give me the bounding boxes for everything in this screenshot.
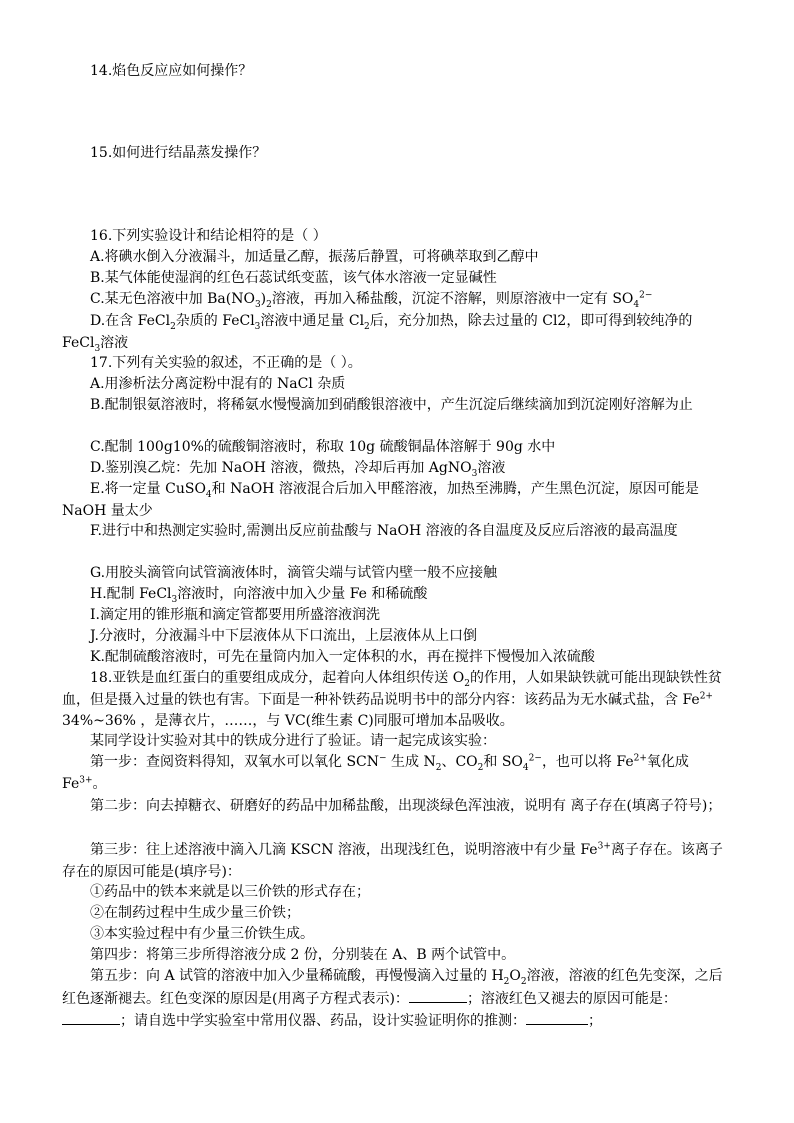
question-17-option-h: H.配制 FeCl$_3$溶液时，向溶液中加入少量 Fe 和稀硫酸 <box>90 586 428 605</box>
question-17-stem: 17.下列有关实验的叙述，不正确的是（ ）。 <box>90 355 362 371</box>
question-18-step-3: 第三步：往上述溶液中滴入几滴 KSCN 溶液，出现浅红色，说明溶液中有少量 $Fe^{3+}$离子存在。该离子存在的原因可能是(填序号)： <box>62 841 723 880</box>
question-17-option-f: F.进行中和热测定实验时,需测出反应前盐酸与 NaOH 溶液的各自温度及反应后溶液的最高温度 <box>90 523 678 539</box>
question-17-option-d: D.鉴别溴乙烷：先加 NaOH 溶液，微热，冷却后再加 AgNO$_3$溶液 <box>90 460 506 479</box>
question-17-option-g: G.用胶头滴管向试管滴液体时，滴管尖端与试管内壁一般不应接触 <box>90 565 498 581</box>
question-18-option-1: ①药品中的铁本来就是以三价铁的形式存在； <box>90 884 370 900</box>
question-16-option-d: D.在含 FeCl$_2$杂质的 FeCl$_3$溶液中通足量 $Cl_2$后，充分加热，除去过量的 Cl2，即可得到较纯净的 FeCl$_3$溶液 <box>62 313 693 354</box>
question-16-option-a: A.将碘水倒入分液漏斗，加适量乙醇，振荡后静置，可将碘萃取到乙醇中 <box>90 249 539 265</box>
question-15: 15.如何进行结晶蒸发操作？ <box>90 145 267 161</box>
question-18-option-3: ③本实验过程中有少量三价铁生成。 <box>90 926 314 942</box>
question-17-option-b: B.配制银氨溶液时，将稀氨水慢慢滴加到硝酸银溶液中，产生沉淀后继续滴加到沉淀刚好溶解为止 <box>90 397 693 413</box>
question-16-option-c: C.某无色溶液中加 $Ba(NO_3)_2$溶液，再加入稀盐酸，沉淀不溶解，则原溶液中一定有 $SO_4^{2-}$ <box>90 290 653 310</box>
question-18-verify: 某同学设计实验对其中的铁成分进行了验证。请一起完成该实验： <box>90 733 496 749</box>
answer-blank-3[interactable] <box>526 1010 588 1025</box>
question-17-option-k: K.配制硫酸溶液时，可先在量筒内加入一定体积的水，再在搅拌下慢慢加入浓硫酸 <box>90 649 595 665</box>
question-17-option-j: J.分液时，分液漏斗中下层液体从下口流出，上层液体从上口倒 <box>90 628 477 644</box>
question-17-option-e: E.将一定量 CuSO$_4$和 NaOH 溶液混合后加入甲醛溶液，加热至沸腾，产生黑色沉淀，原因可能是 NaOH 量太少 <box>62 481 699 519</box>
question-18-step-5: 第五步：向 A 试管的溶液中加入少量稀硫酸，再慢慢滴入过量的 $H_2O_2$溶液，溶液的红色先变深，之后红色逐渐褪去。红色变深的原因是(用离子方程式表示)： ；溶液红色又褪去的原因可能是：；请自选中学实验室中常用仪器、药品，设计实验证明你的推测： ； <box>62 968 723 1029</box>
question-17-option-a: A.用渗析法分离淀粉中混有的 NaCl 杂质 <box>90 376 346 392</box>
question-16-stem: 16.下列实验设计和结论相符的是（ ） <box>90 228 327 244</box>
question-18-step-2: 第二步：向去掉糖衣、研磨好的药品中加稀盐酸，出现淡绿色浑浊液，说明有 离子存在(填离子符号)； <box>90 798 722 814</box>
question-16-option-b: B.某气体能使湿润的红色石蕊试纸变蓝，该气体水溶液一定显碱性 <box>90 270 497 286</box>
answer-blank-1[interactable] <box>409 988 467 1003</box>
answer-blank-2[interactable] <box>62 1010 120 1025</box>
question-18-intro: 18.亚铁是血红蛋白的重要组成成分，起着向人体组织传送 $O_2$的作用，人如果缺铁就可能出现缺铁性贫血，但是摄入过量的铁也有害。下面是一种补铁药品说明书中的部分内容：该药品为无水碱式盐，含 $Fe^{2+}$ 34%~36% ，是薄衣片，……，与 VC(维生素 C)同服可增加本品吸收。 <box>62 670 722 729</box>
question-17-option-c: C.配制 100g10%的硫酸铜溶液时，称取 10g 硫酸铜晶体溶解于 90g 水中 <box>90 439 556 455</box>
question-18-option-2: ②在制药过程中生成少量三价铁； <box>90 905 300 921</box>
question-17-option-i: I.滴定用的锥形瓶和滴定管都要用所盛溶液润洗 <box>90 607 380 623</box>
question-18-step-1: 第一步：查阅资料得知，双氧水可以氧化 SCN− 生成 $N_2$、$CO_2$和 $SO_4^{2-}$，也可以将 $Fe^{2+}$氧化成 $Fe^{3+}$。 <box>62 753 689 792</box>
question-14: 14.焰色反应应如何操作？ <box>90 63 253 79</box>
question-18-step-4: 第四步：将第三步所得溶液分成 2 份，分别装在 A、B 两个试管中。 <box>90 947 516 963</box>
